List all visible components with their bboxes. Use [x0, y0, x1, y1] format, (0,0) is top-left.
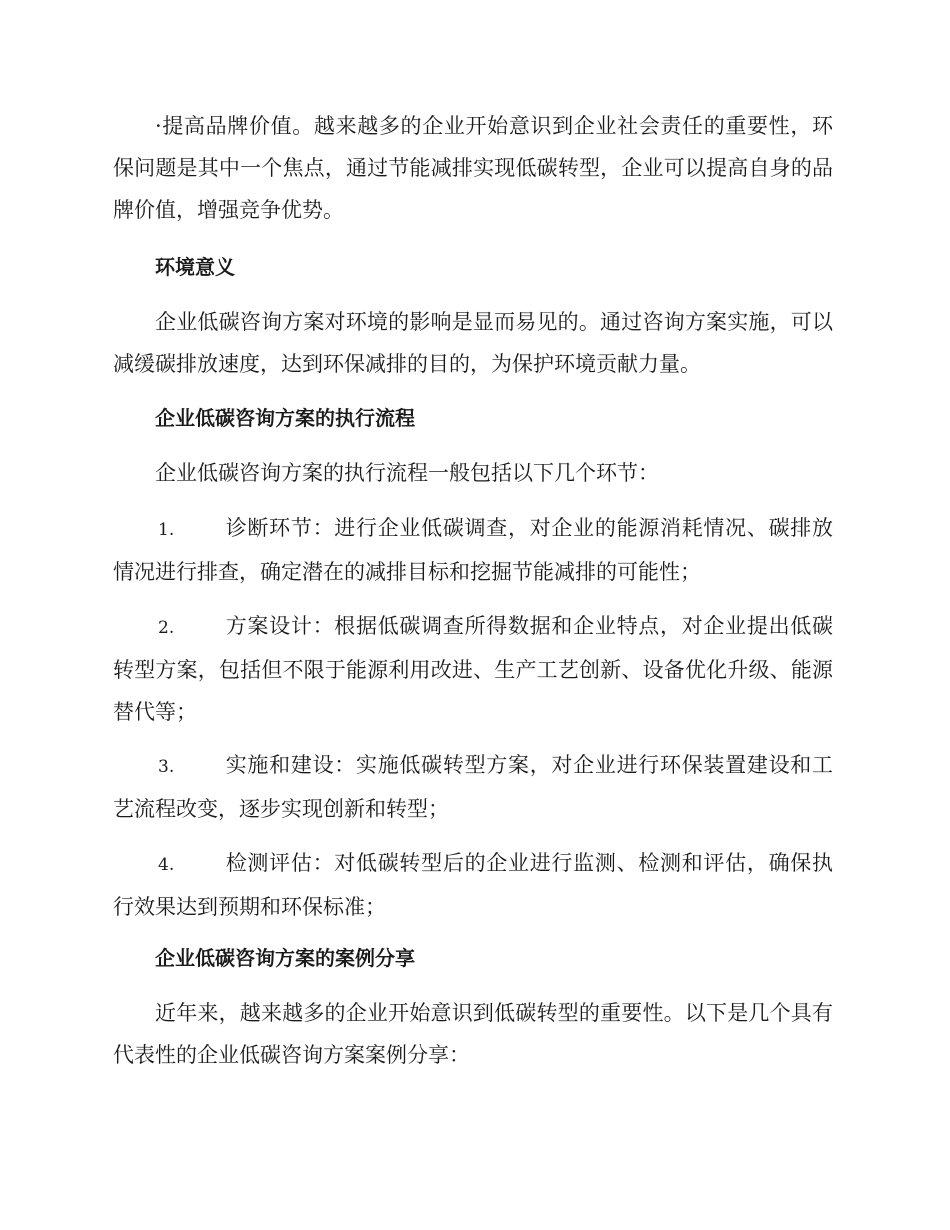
- list-text: 检测评估：对低碳转型后的企业进行监测、检测和评估，确保执行效果达到预期和环保标准；: [113, 851, 833, 919]
- list-item: [113, 744, 833, 830]
- list-item: [113, 507, 833, 593]
- process-intro-paragraph: 企业低碳咨询方案的执行流程一般包括以下几个环节：: [155, 461, 659, 485]
- brand-value-paragraph: ·提高品牌价值。越来越多的企业开始意识到企业社会责任的重要性，环保问题是其中一个焦点，通过节能减排实现低碳转型，企业可以提高自身的品牌价值，增强竞争优势。: [113, 114, 833, 222]
- list-text: 实施和建设：实施低碳转型方案，对企业进行环保装置建设和工艺流程改变，逐步实现创新和转型；: [113, 753, 833, 821]
- list-text: 诊断环节：进行企业低碳调查，对企业的能源消耗情况、碳排放情况进行排查，确定潜在的减排目标和挖掘节能减排的可能性；: [113, 516, 833, 584]
- case-heading: 企业低碳咨询方案的案例分享: [155, 946, 415, 970]
- list-item: [113, 842, 833, 928]
- environment-paragraph: 企业低碳咨询方案对环境的影响是显而易见的。通过咨询方案实施，可以减缓碳排放速度，达到环保减排的目的，为保护环境贡献力量。: [113, 310, 833, 376]
- case-intro-paragraph: 近年来，越来越多的企业开始意识到低碳转型的重要性。以下是几个具有代表性的企业低碳咨询方案案例分享：: [113, 1001, 833, 1067]
- list-number: 3.: [158, 757, 175, 777]
- environment-heading: 环境意义: [155, 255, 235, 279]
- list-number: 1.: [158, 520, 175, 540]
- list-number: 4.: [158, 855, 175, 875]
- process-heading: 企业低碳咨询方案的执行流程: [155, 406, 415, 430]
- list-text: 方案设计：根据低碳调查所得数据和企业特点，对企业提出低碳转型方案，包括但不限于能源利用改进、生产工艺创新、设备优化升级、能源替代等；: [113, 614, 833, 724]
- list-item: [113, 605, 833, 733]
- list-number: 2.: [158, 618, 175, 638]
